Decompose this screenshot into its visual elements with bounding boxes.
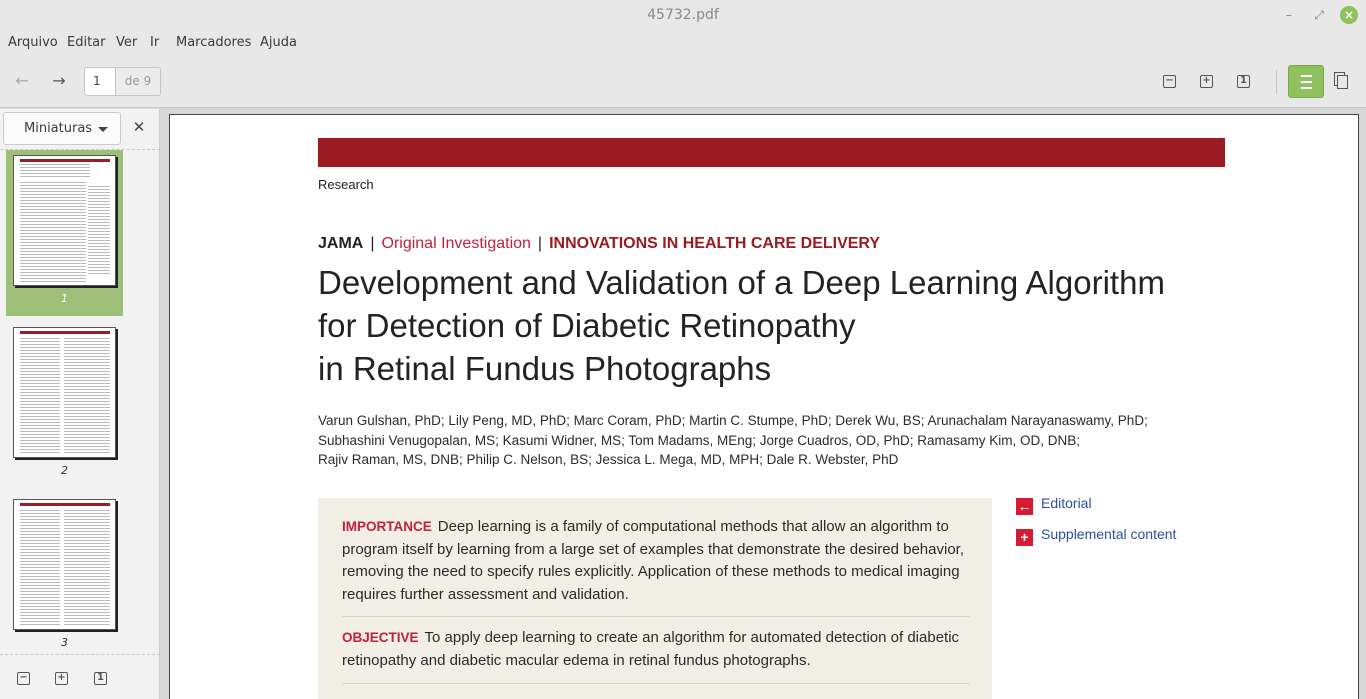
author-line: Subhashini Venugopalan, MS; Kasumi Widner, MS; Tom Madams, MEng; Jorge Cuadros, OD, PhD; Ramasamy Kim, OD, DNB; xyxy=(318,432,1081,448)
continuous-view-button[interactable] xyxy=(1288,65,1324,98)
thumb-zoom-out-icon[interactable]: − xyxy=(17,672,30,685)
title-line: in Retinal Fundus Photographs xyxy=(318,350,772,387)
menu-ajuda[interactable]: Ajuda xyxy=(260,35,297,50)
thumbnail-page-2[interactable] xyxy=(6,322,123,488)
minimize-button[interactable]: – xyxy=(1286,8,1292,22)
menu-editar[interactable]: Editar xyxy=(67,35,106,50)
continuous-view-icon xyxy=(1301,75,1312,89)
thumbnail-page-1[interactable] xyxy=(6,150,123,316)
supplemental-content-link[interactable]: + Supplemental content xyxy=(1016,526,1176,542)
menu-arquivo[interactable]: Arquivo xyxy=(8,35,58,50)
journal-header-bar xyxy=(318,138,1225,167)
abstract-divider xyxy=(342,683,970,684)
thumbnail-image xyxy=(13,499,116,630)
author-list xyxy=(318,411,1198,470)
close-window-button[interactable]: × xyxy=(1340,6,1358,24)
author-line: Rajiv Raman, MS, DNB; Philip C. Nelson, BS; Jessica L. Mega, MD, MPH; Dale R. Webster, PhD xyxy=(318,452,899,467)
thumb-zoom-in-icon[interactable]: + xyxy=(55,672,68,685)
plus-icon: + xyxy=(1016,529,1033,546)
menu-ver[interactable]: Ver xyxy=(116,35,138,50)
title-line: Development and Validation of a Deep Learning Algorithm xyxy=(318,264,1165,301)
arrow-left-icon: ← xyxy=(1017,498,1032,514)
title-bar xyxy=(0,0,1366,30)
back-arrow-icon[interactable]: ← xyxy=(15,71,29,90)
sidebar xyxy=(0,109,160,699)
sidebar-mode-select[interactable] xyxy=(3,112,121,145)
section-label: Research xyxy=(318,177,374,192)
title-line: for Detection of Diabetic Retinopathy xyxy=(318,307,856,344)
toolbar xyxy=(0,56,1366,108)
document-view[interactable] xyxy=(162,109,1366,699)
separator: | xyxy=(537,235,543,252)
thumbnail-list[interactable] xyxy=(0,149,160,655)
menu-marcadores[interactable]: Marcadores xyxy=(176,35,252,50)
zoom-in-icon[interactable]: + xyxy=(1200,75,1213,88)
window-title: 45732.pdf xyxy=(647,7,719,23)
thumbnail-page-number: 2 xyxy=(61,464,68,477)
journal-line xyxy=(318,235,880,253)
article-type: Original Investigation xyxy=(381,235,531,252)
dual-page-view-button[interactable] xyxy=(1332,69,1354,91)
menu-ir[interactable]: Ir xyxy=(150,35,160,50)
importance-text: Deep learning is a family of computational methods that allow an algorithm to program itself by learning from a large set of examples that demonstrate the desired behavior, removing the need to specify rules explicitly. Application of these methods to medical imaging requires further assessment and validation. xyxy=(342,518,964,603)
dual-page-icon xyxy=(1337,75,1348,89)
toolbar-separator xyxy=(1276,70,1277,94)
original-size-icon[interactable]: 1 xyxy=(1237,75,1250,88)
thumb-original-size-icon[interactable]: 1 xyxy=(94,672,107,685)
menu-bar xyxy=(0,30,1366,56)
abstract-divider xyxy=(342,616,970,617)
thumbnail-page-number: 3 xyxy=(61,636,68,649)
forward-arrow-icon[interactable]: → xyxy=(52,71,66,90)
author-line: Varun Gulshan, PhD; Lily Peng, MD, PhD; Marc Coram, PhD; Martin C. Stumpe, PhD; Derek Wu, BS; Arunachalam Narayanaswamy, PhD; xyxy=(318,413,1148,428)
abstract-importance xyxy=(342,516,970,606)
objective-text: To apply deep learning to create an algorithm for automated detection of diabetic retinopathy and diabetic macular edema in retinal fundus photographs. xyxy=(342,629,960,669)
separator: | xyxy=(370,235,375,252)
page-count-label: de 9 xyxy=(115,67,161,96)
importance-heading: IMPORTANCE xyxy=(342,519,432,534)
thumbnail-image xyxy=(13,327,116,458)
page-number-input[interactable]: 1 xyxy=(84,67,116,96)
zoom-out-icon[interactable]: − xyxy=(1163,75,1176,88)
objective-heading: OBJECTIVE xyxy=(342,630,419,645)
editorial-link[interactable]: ← Editorial xyxy=(1017,495,1092,514)
journal-name: JAMA xyxy=(318,235,364,252)
thumbnail-page-number: 1 xyxy=(61,292,68,305)
pdf-page xyxy=(169,114,1359,699)
abstract-box xyxy=(318,498,992,699)
sidebar-zoom-controls xyxy=(0,659,160,699)
abstract-objective xyxy=(342,627,970,672)
article-category: INNOVATIONS IN HEALTH CARE DELIVERY xyxy=(549,235,881,252)
sidebar-mode-label: Miniaturas xyxy=(24,121,93,136)
article-title xyxy=(318,261,1218,390)
thumbnail-page-3[interactable] xyxy=(6,494,123,655)
chevron-down-icon xyxy=(98,127,108,132)
thumbnail-image xyxy=(13,155,116,286)
sidebar-close-icon[interactable]: ✕ xyxy=(132,118,146,136)
maximize-button[interactable]: ⤢ xyxy=(1314,8,1324,22)
